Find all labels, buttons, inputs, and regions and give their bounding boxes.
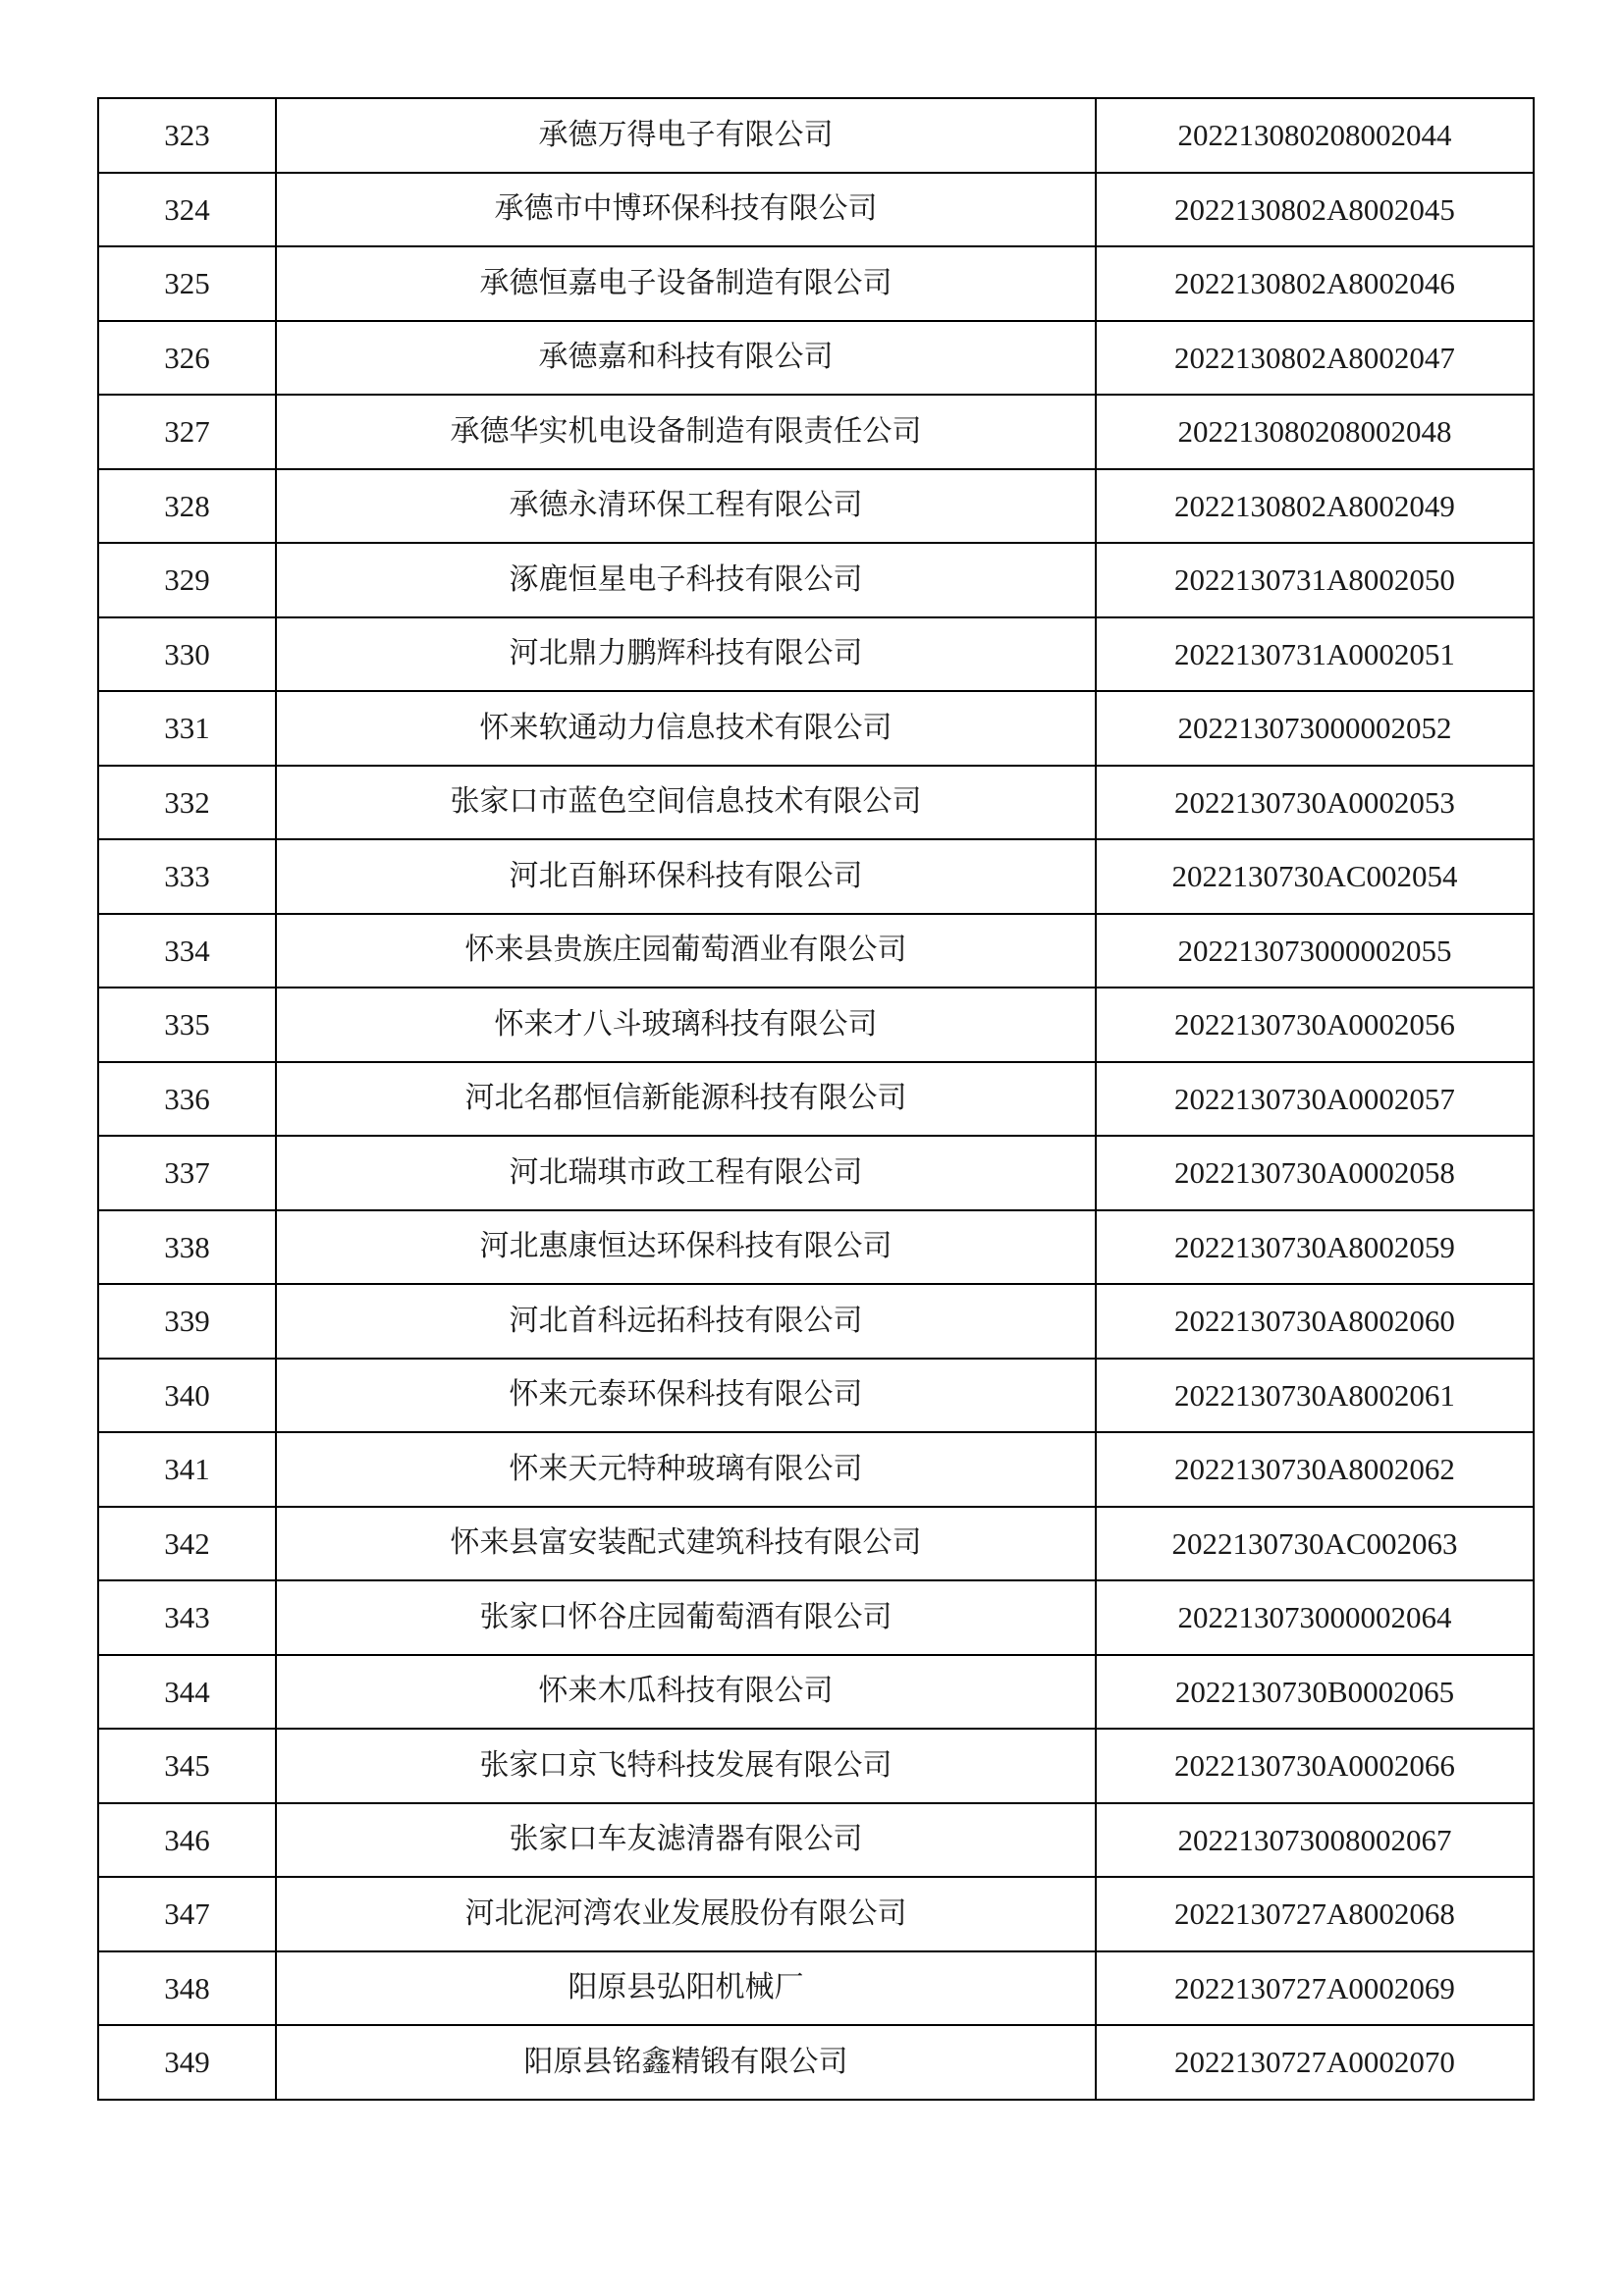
- table-row: [98, 691, 1534, 766]
- table-row: [98, 1136, 1534, 1210]
- table-row: [98, 469, 1534, 544]
- registration-code-cell: 2022130731A8002050: [1096, 543, 1534, 617]
- row-number-cell: 328: [98, 469, 276, 544]
- registration-code-cell: 2022130727A0002070: [1096, 2025, 1534, 2100]
- table-row: [98, 1432, 1534, 1507]
- registration-code-cell: 2022130802A8002047: [1096, 321, 1534, 396]
- row-number-cell: 342: [98, 1507, 276, 1581]
- table-row: [98, 839, 1534, 914]
- company-name-cell: 河北名郡恒信新能源科技有限公司: [276, 1062, 1096, 1137]
- registration-code-cell: 2022130730A8002059: [1096, 1210, 1534, 1285]
- table-row: [98, 395, 1534, 469]
- table-row: [98, 1803, 1534, 1878]
- registration-code-cell: 2022130730A0002066: [1096, 1729, 1534, 1803]
- row-number-cell: 347: [98, 1877, 276, 1951]
- table-row: [98, 1877, 1534, 1951]
- registration-code-cell: 202213073008002067: [1096, 1803, 1534, 1878]
- company-name-cell: 怀来天元特种玻璃有限公司: [276, 1432, 1096, 1507]
- table-row: [98, 321, 1534, 396]
- table-row: [98, 617, 1534, 692]
- table-row: [98, 988, 1534, 1062]
- company-name-cell: 阳原县弘阳机械厂: [276, 1951, 1096, 2026]
- row-number-cell: 325: [98, 246, 276, 321]
- table-row: [98, 1951, 1534, 2026]
- company-name-cell: 河北泥河湾农业发展股份有限公司: [276, 1877, 1096, 1951]
- registration-code-cell: 202213080208002044: [1096, 98, 1534, 173]
- company-name-cell: 河北首科远拓科技有限公司: [276, 1284, 1096, 1359]
- registration-code-cell: 2022130730A8002061: [1096, 1359, 1534, 1433]
- row-number-cell: 341: [98, 1432, 276, 1507]
- row-number-cell: 329: [98, 543, 276, 617]
- registry-table-wrapper: [97, 97, 1533, 2101]
- row-number-cell: 330: [98, 617, 276, 692]
- registration-code-cell: 2022130730A0002053: [1096, 766, 1534, 840]
- company-name-cell: 怀来县富安装配式建筑科技有限公司: [276, 1507, 1096, 1581]
- row-number-cell: 327: [98, 395, 276, 469]
- row-number-cell: 346: [98, 1803, 276, 1878]
- row-number-cell: 337: [98, 1136, 276, 1210]
- company-name-cell: 张家口市蓝色空间信息技术有限公司: [276, 766, 1096, 840]
- registration-code-cell: 2022130730AC002063: [1096, 1507, 1534, 1581]
- registration-code-cell: 2022130730AC002054: [1096, 839, 1534, 914]
- company-name-cell: 河北惠康恒达环保科技有限公司: [276, 1210, 1096, 1285]
- registration-code-cell: 202213073000002055: [1096, 914, 1534, 988]
- table-row: [98, 1655, 1534, 1730]
- registration-code-cell: 202213073000002064: [1096, 1580, 1534, 1655]
- company-name-cell: 怀来木瓜科技有限公司: [276, 1655, 1096, 1730]
- table-row: [98, 246, 1534, 321]
- company-name-cell: 涿鹿恒星电子科技有限公司: [276, 543, 1096, 617]
- row-number-cell: 335: [98, 988, 276, 1062]
- company-name-cell: 承德市中博环保科技有限公司: [276, 173, 1096, 247]
- company-name-cell: 怀来县贵族庄园葡萄酒业有限公司: [276, 914, 1096, 988]
- company-name-cell: 河北百斛环保科技有限公司: [276, 839, 1096, 914]
- row-number-cell: 332: [98, 766, 276, 840]
- company-name-cell: 承德永清环保工程有限公司: [276, 469, 1096, 544]
- row-number-cell: 324: [98, 173, 276, 247]
- table-row: [98, 1580, 1534, 1655]
- row-number-cell: 349: [98, 2025, 276, 2100]
- registration-code-cell: 2022130730A0002058: [1096, 1136, 1534, 1210]
- row-number-cell: 323: [98, 98, 276, 173]
- table-row: [98, 1062, 1534, 1137]
- table-row: [98, 98, 1534, 173]
- row-number-cell: 331: [98, 691, 276, 766]
- company-name-cell: 承德万得电子有限公司: [276, 98, 1096, 173]
- registration-code-cell: 2022130730A0002056: [1096, 988, 1534, 1062]
- table-row: [98, 914, 1534, 988]
- company-name-cell: 阳原县铭鑫精锻有限公司: [276, 2025, 1096, 2100]
- company-name-cell: 怀来软通动力信息技术有限公司: [276, 691, 1096, 766]
- table-row: [98, 543, 1534, 617]
- row-number-cell: 336: [98, 1062, 276, 1137]
- company-name-cell: 张家口京飞特科技发展有限公司: [276, 1729, 1096, 1803]
- registration-code-cell: 2022130730A8002060: [1096, 1284, 1534, 1359]
- table-row: [98, 1284, 1534, 1359]
- row-number-cell: 348: [98, 1951, 276, 2026]
- table-row: [98, 1210, 1534, 1285]
- row-number-cell: 345: [98, 1729, 276, 1803]
- company-name-cell: 河北瑞琪市政工程有限公司: [276, 1136, 1096, 1210]
- table-row: [98, 1729, 1534, 1803]
- company-name-cell: 承德嘉和科技有限公司: [276, 321, 1096, 396]
- registration-code-cell: 2022130730A0002057: [1096, 1062, 1534, 1137]
- company-name-cell: 怀来才八斗玻璃科技有限公司: [276, 988, 1096, 1062]
- registry-table-body: [98, 98, 1534, 2100]
- registration-code-cell: 2022130731A0002051: [1096, 617, 1534, 692]
- company-name-cell: 张家口怀谷庄园葡萄酒有限公司: [276, 1580, 1096, 1655]
- registration-code-cell: 2022130802A8002045: [1096, 173, 1534, 247]
- table-row: [98, 173, 1534, 247]
- registration-code-cell: 2022130802A8002049: [1096, 469, 1534, 544]
- row-number-cell: 344: [98, 1655, 276, 1730]
- registration-code-cell: 2022130730A8002062: [1096, 1432, 1534, 1507]
- row-number-cell: 334: [98, 914, 276, 988]
- registration-code-cell: 2022130730B0002065: [1096, 1655, 1534, 1730]
- table-row: [98, 1507, 1534, 1581]
- company-name-cell: 张家口车友滤清器有限公司: [276, 1803, 1096, 1878]
- registration-code-cell: 202213073000002052: [1096, 691, 1534, 766]
- registration-code-cell: 2022130727A8002068: [1096, 1877, 1534, 1951]
- table-row: [98, 2025, 1534, 2100]
- registration-code-cell: 2022130727A0002069: [1096, 1951, 1534, 2026]
- row-number-cell: 340: [98, 1359, 276, 1433]
- row-number-cell: 343: [98, 1580, 276, 1655]
- row-number-cell: 339: [98, 1284, 276, 1359]
- table-row: [98, 1359, 1534, 1433]
- table-row: [98, 766, 1534, 840]
- registration-code-cell: 2022130802A8002046: [1096, 246, 1534, 321]
- company-name-cell: 河北鼎力鹏辉科技有限公司: [276, 617, 1096, 692]
- company-name-cell: 承德恒嘉电子设备制造有限公司: [276, 246, 1096, 321]
- row-number-cell: 326: [98, 321, 276, 396]
- company-name-cell: 承德华实机电设备制造有限责任公司: [276, 395, 1096, 469]
- registry-table: [97, 97, 1535, 2101]
- row-number-cell: 338: [98, 1210, 276, 1285]
- row-number-cell: 333: [98, 839, 276, 914]
- company-name-cell: 怀来元泰环保科技有限公司: [276, 1359, 1096, 1433]
- registration-code-cell: 202213080208002048: [1096, 395, 1534, 469]
